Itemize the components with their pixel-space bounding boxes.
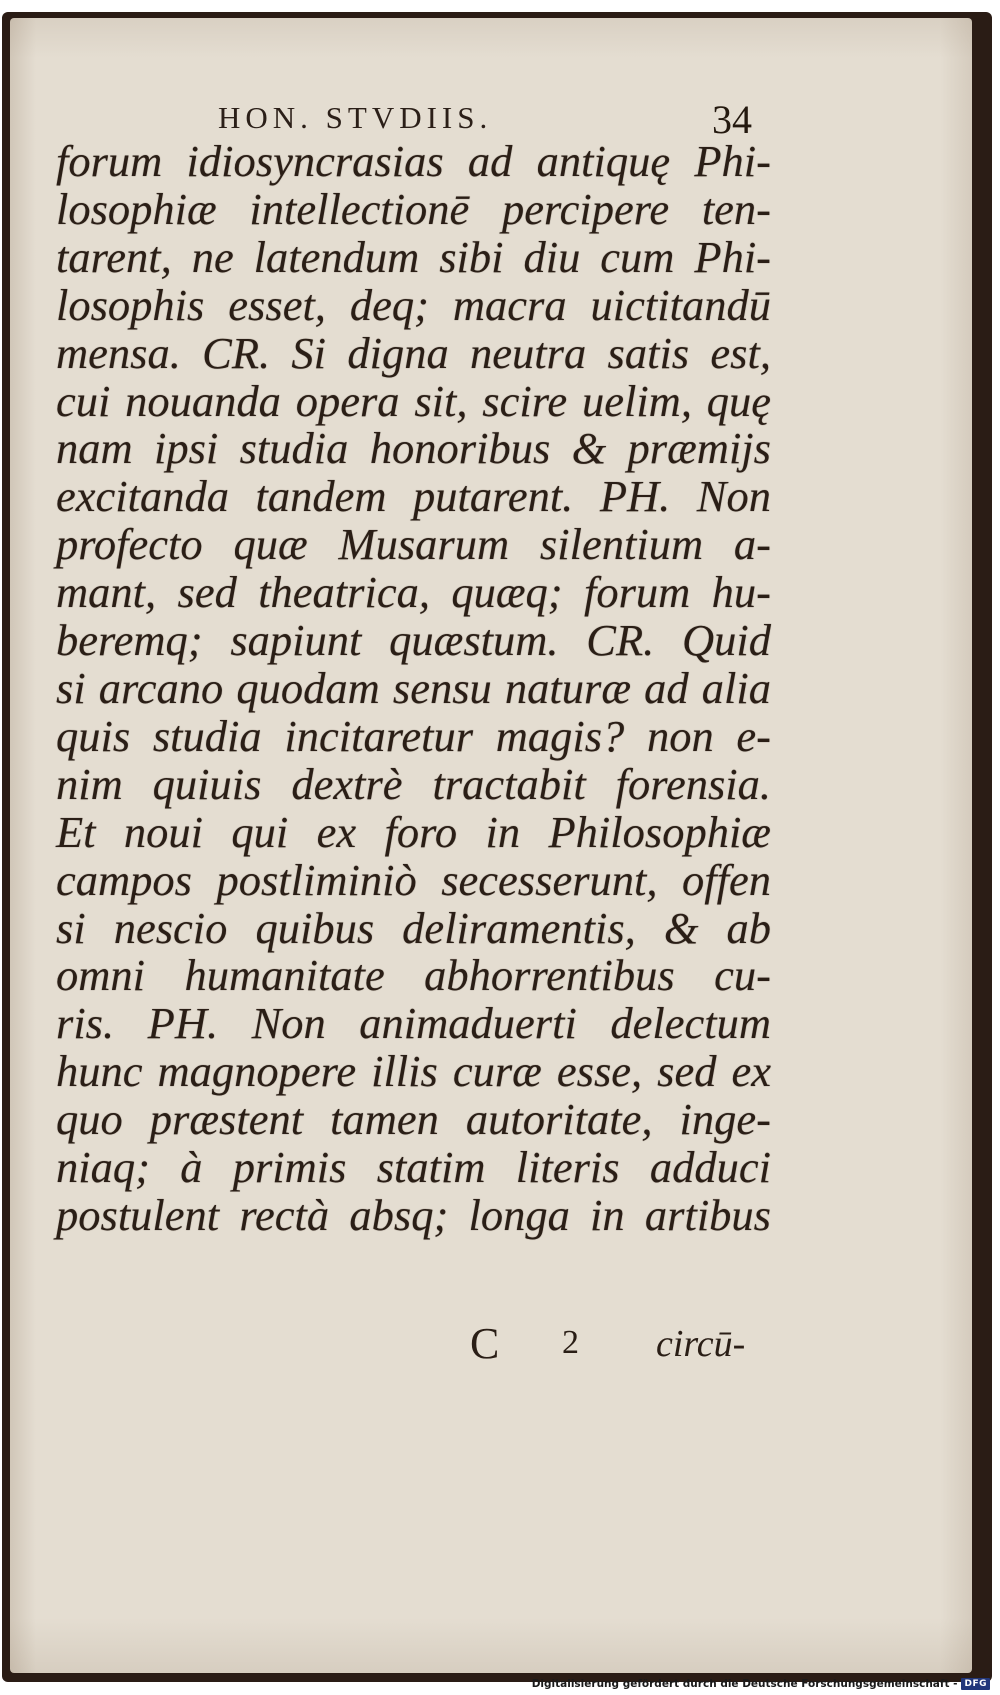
text-line: si nescio quibus deliramentis, & ab bbox=[56, 902, 771, 953]
text-line: nam ipsi studia honoribus & præmijs bbox=[56, 423, 771, 474]
text-line: forum idiosyncrasias ad antiquę Phi- bbox=[56, 136, 771, 186]
text-line: mant, sed theatrica, quæq; forum hu- bbox=[56, 567, 771, 618]
text-line: tarent, ne latendum sibi diu cum Phi- bbox=[56, 231, 771, 282]
text-line: profecto quæ Musarum silentium a- bbox=[56, 519, 771, 570]
text-line: ris. PH. Non animaduerti delectum bbox=[56, 998, 771, 1049]
page-number: 34 bbox=[712, 97, 752, 142]
text-line: cui nouanda opera sit, scire uelim, quę bbox=[56, 375, 771, 426]
signature-mark: C bbox=[470, 1319, 500, 1368]
text-line: Et noui qui ex foro in Philosophiæ bbox=[56, 806, 771, 857]
text-line: losophis esset, deq; macra uictitandū bbox=[56, 279, 771, 330]
text-line: niaq; à primis statim literis adduci bbox=[56, 1142, 771, 1193]
text-line: excitanda tandem putarent. PH. Non bbox=[56, 471, 771, 522]
text-line: hunc magnopere illis curæ esse, sed ex bbox=[56, 1046, 771, 1097]
body-text bbox=[56, 138, 786, 1240]
text-line: losophiæ intellectionē percipere ten- bbox=[56, 183, 771, 234]
text-line: beremq; sapiunt quæstum. CR. Quid bbox=[56, 615, 771, 666]
text-line: nim quiuis dextrè tractabit forensia. bbox=[56, 758, 771, 809]
text-line: campos postliminiò secesserunt, offen bbox=[56, 854, 771, 905]
signature-number: 2 bbox=[562, 1324, 579, 1361]
running-head: HON. STVDIIS. bbox=[218, 100, 493, 135]
text-line: mensa. CR. Si digna neutra satis est, bbox=[56, 327, 771, 378]
digitization-credit bbox=[532, 1675, 990, 1693]
text-line: postulent rectà absq; longa in artibus bbox=[56, 1189, 771, 1240]
text-line: quo præstent tamen autoritate, inge- bbox=[56, 1094, 771, 1145]
credit-text: Digitalisierung gefördert durch die Deutsche Forschungsgemeinschaft - bbox=[531, 1678, 958, 1690]
text-line: omni humanitate abhorrentibus cu- bbox=[56, 950, 771, 1001]
text-line: si arcano quodam sensu naturæ ad alia bbox=[56, 662, 771, 713]
dfg-logo-icon: DFG bbox=[961, 1678, 990, 1690]
text-line: quis studia incitaretur magis? non e- bbox=[56, 710, 771, 761]
catchword: circū- bbox=[656, 1323, 746, 1365]
